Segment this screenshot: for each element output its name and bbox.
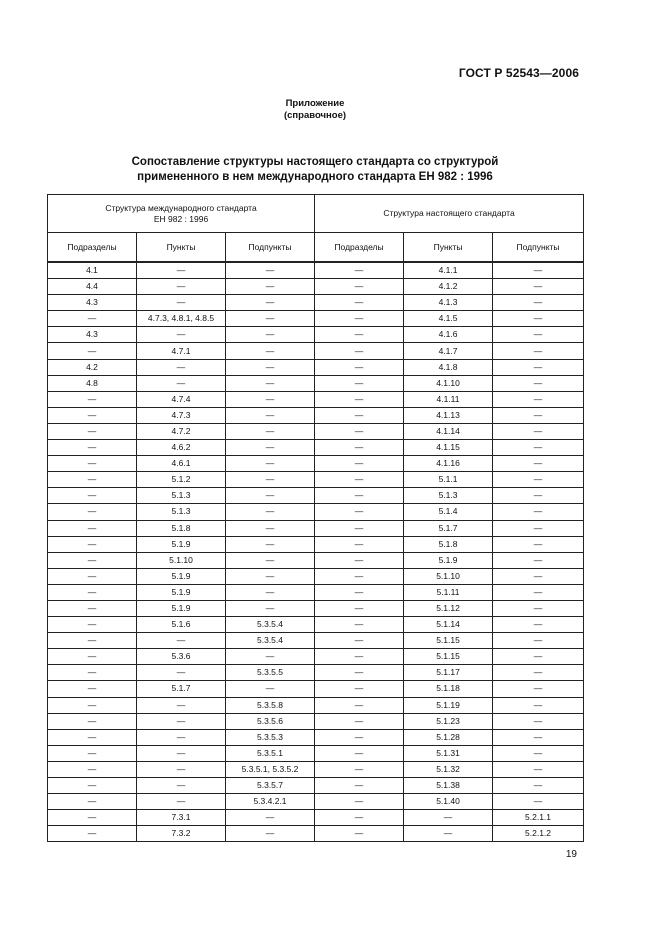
table-cell: — xyxy=(315,713,404,729)
table-cell: — xyxy=(226,600,315,616)
table-cell: 4.3 xyxy=(48,327,137,343)
table-cell: — xyxy=(493,327,584,343)
table-cell: — xyxy=(48,633,137,649)
table-cell: — xyxy=(48,440,137,456)
table-cell: 5.1.15 xyxy=(404,633,493,649)
table-cell: — xyxy=(137,697,226,713)
table-cell: — xyxy=(137,794,226,810)
table-cell: 4.1.11 xyxy=(404,391,493,407)
table-cell: 5.1.8 xyxy=(137,520,226,536)
table-cell: — xyxy=(315,697,404,713)
table-cell: 5.1.28 xyxy=(404,729,493,745)
table-cell: — xyxy=(315,681,404,697)
table-cell: 4.7.3 xyxy=(137,407,226,423)
table-cell: — xyxy=(226,584,315,600)
table-cell: 5.1.38 xyxy=(404,778,493,794)
table-cell: — xyxy=(404,810,493,826)
table-cell: — xyxy=(226,262,315,279)
table-cell: — xyxy=(315,504,404,520)
table-cell: 4.1.7 xyxy=(404,343,493,359)
table-cell: — xyxy=(226,311,315,327)
table-cell: 4.1.5 xyxy=(404,311,493,327)
table-cell: — xyxy=(226,343,315,359)
table-cell: — xyxy=(48,568,137,584)
table-cell: — xyxy=(315,472,404,488)
table-cell: — xyxy=(48,504,137,520)
table-cell: — xyxy=(226,391,315,407)
table-cell: — xyxy=(315,440,404,456)
table-cell: 4.1.8 xyxy=(404,359,493,375)
table-cell: — xyxy=(315,391,404,407)
table-cell: — xyxy=(226,456,315,472)
table-cell: — xyxy=(48,649,137,665)
table-cell: 7.3.1 xyxy=(137,810,226,826)
table-cell: 4.6.2 xyxy=(137,440,226,456)
table-cell: — xyxy=(137,375,226,391)
table-cell: — xyxy=(137,761,226,777)
table-cell: — xyxy=(48,810,137,826)
table-cell: — xyxy=(315,778,404,794)
table-cell: — xyxy=(493,488,584,504)
table-cell: 5.1.9 xyxy=(137,600,226,616)
table-cell: — xyxy=(48,745,137,761)
column-header: Подпункты xyxy=(493,233,584,263)
table-cell: — xyxy=(315,295,404,311)
column-header: Подразделы xyxy=(315,233,404,263)
table-cell: — xyxy=(493,761,584,777)
table-cell: 5.3.5.8 xyxy=(226,697,315,713)
table-cell: — xyxy=(137,778,226,794)
table-cell: — xyxy=(315,584,404,600)
table-cell: — xyxy=(493,359,584,375)
table-cell: 4.1.16 xyxy=(404,456,493,472)
table-cell: 5.1.7 xyxy=(137,681,226,697)
table-cell: — xyxy=(226,423,315,439)
table-cell: — xyxy=(493,665,584,681)
table-cell: — xyxy=(48,520,137,536)
table-cell: — xyxy=(493,584,584,600)
table-cell: — xyxy=(315,311,404,327)
table-cell: 5.1.23 xyxy=(404,713,493,729)
table-cell: — xyxy=(48,761,137,777)
table-row xyxy=(48,343,584,359)
table-row xyxy=(48,423,584,439)
table-row xyxy=(48,649,584,665)
table-cell: — xyxy=(226,440,315,456)
table-cell: — xyxy=(137,359,226,375)
table-cell: 4.1.10 xyxy=(404,375,493,391)
table-row xyxy=(48,262,584,279)
table-row xyxy=(48,440,584,456)
column-header: Пункты xyxy=(404,233,493,263)
table-cell: 5.1.3 xyxy=(137,504,226,520)
group-header-international-line-1: Структура международного стандарта xyxy=(105,202,257,213)
table-cell: — xyxy=(493,633,584,649)
table-cell: — xyxy=(315,761,404,777)
table-cell: 4.4 xyxy=(48,279,137,295)
table-cell: 5.1.9 xyxy=(137,536,226,552)
table-cell: — xyxy=(493,729,584,745)
table-row xyxy=(48,504,584,520)
table-cell: — xyxy=(493,681,584,697)
table-cell: — xyxy=(315,810,404,826)
table-cell: — xyxy=(137,295,226,311)
table-cell: — xyxy=(493,375,584,391)
comparison-table xyxy=(47,194,584,842)
table-cell: 5.1.19 xyxy=(404,697,493,713)
table-cell: — xyxy=(137,633,226,649)
table-cell: 5.1.8 xyxy=(404,536,493,552)
table-row xyxy=(48,761,584,777)
table-cell: — xyxy=(226,359,315,375)
table-row xyxy=(48,488,584,504)
table-cell: — xyxy=(315,343,404,359)
annex-title: Приложение xyxy=(285,98,345,109)
table-cell: — xyxy=(137,745,226,761)
table-row xyxy=(48,552,584,568)
table-cell: 5.1.31 xyxy=(404,745,493,761)
table-cell: 4.1.1 xyxy=(404,262,493,279)
table-cell: — xyxy=(315,488,404,504)
table-cell: — xyxy=(48,472,137,488)
table-cell: — xyxy=(48,456,137,472)
table-cell: — xyxy=(226,520,315,536)
table-cell: — xyxy=(48,391,137,407)
table-cell: 5.1.12 xyxy=(404,600,493,616)
table-cell: 5.3.5.5 xyxy=(226,665,315,681)
table-cell: 4.7.2 xyxy=(137,423,226,439)
column-header: Подпункты xyxy=(226,233,315,263)
table-cell: — xyxy=(493,311,584,327)
table-cell: — xyxy=(315,375,404,391)
table-row xyxy=(48,729,584,745)
table-cell: — xyxy=(48,617,137,633)
table-cell: — xyxy=(137,665,226,681)
table-cell: 4.1.2 xyxy=(404,279,493,295)
table-cell: — xyxy=(226,407,315,423)
table-cell: — xyxy=(315,729,404,745)
table-cell: 5.1.7 xyxy=(404,520,493,536)
table-cell: 5.3.5.1, 5.3.5.2 xyxy=(226,761,315,777)
table-cell: — xyxy=(48,665,137,681)
table-cell: — xyxy=(48,729,137,745)
table-cell: 5.3.5.7 xyxy=(226,778,315,794)
table-cell: 5.1.4 xyxy=(404,504,493,520)
table-cell: 4.1 xyxy=(48,262,137,279)
page-number: 19 xyxy=(565,849,577,860)
table-cell: — xyxy=(315,568,404,584)
table-row xyxy=(48,713,584,729)
table-cell: — xyxy=(315,633,404,649)
table-cell: — xyxy=(315,359,404,375)
table-cell: — xyxy=(137,713,226,729)
table-cell: 4.7.1 xyxy=(137,343,226,359)
table-cell: — xyxy=(226,810,315,826)
table-cell: 4.1.15 xyxy=(404,440,493,456)
table-cell: — xyxy=(493,794,584,810)
table-cell: — xyxy=(48,488,137,504)
annex-block xyxy=(0,98,630,122)
table-cell: — xyxy=(315,745,404,761)
table-cell: 4.2 xyxy=(48,359,137,375)
table-cell: — xyxy=(48,584,137,600)
table-cell: — xyxy=(48,778,137,794)
table-cell: — xyxy=(493,295,584,311)
annex-subtitle: (справочное) xyxy=(283,110,347,121)
table-cell: 5.1.3 xyxy=(404,488,493,504)
table-cell: — xyxy=(493,343,584,359)
table-cell: — xyxy=(48,600,137,616)
table-cell: — xyxy=(315,262,404,279)
table-cell: — xyxy=(493,745,584,761)
table-cell: — xyxy=(493,536,584,552)
table-cell: 5.1.9 xyxy=(404,552,493,568)
table-cell: — xyxy=(48,794,137,810)
table-cell: 5.1.17 xyxy=(404,665,493,681)
table-cell: 4.1.13 xyxy=(404,407,493,423)
table-cell: — xyxy=(493,472,584,488)
table-cell: — xyxy=(226,681,315,697)
table-cell: 5.1.11 xyxy=(404,584,493,600)
table-cell: — xyxy=(493,407,584,423)
table-cell: 4.1.14 xyxy=(404,423,493,439)
table-row xyxy=(48,520,584,536)
column-header: Подразделы xyxy=(48,233,137,263)
table-cell: 5.3.6 xyxy=(137,649,226,665)
table-cell: 5.1.32 xyxy=(404,761,493,777)
table-cell: 4.3 xyxy=(48,295,137,311)
table-cell: — xyxy=(48,343,137,359)
table-row xyxy=(48,472,584,488)
heading-line-1: Сопоставление структуры настоящего стандарта со структурой xyxy=(131,156,499,168)
table-cell: — xyxy=(226,552,315,568)
table-cell: — xyxy=(137,327,226,343)
table-row xyxy=(48,745,584,761)
table-row xyxy=(48,456,584,472)
table-cell: — xyxy=(493,568,584,584)
table-cell: — xyxy=(315,279,404,295)
table-cell: — xyxy=(48,536,137,552)
table-cell: — xyxy=(493,697,584,713)
table-cell: 4.1.3 xyxy=(404,295,493,311)
table-cell: 5.2.1.2 xyxy=(493,826,584,842)
table-cell: 5.1.14 xyxy=(404,617,493,633)
table-row xyxy=(48,681,584,697)
table-cell: — xyxy=(226,536,315,552)
table-body xyxy=(48,262,584,842)
table-cell: 4.6.1 xyxy=(137,456,226,472)
table-cell: — xyxy=(315,649,404,665)
table-row xyxy=(48,568,584,584)
table-cell: — xyxy=(493,778,584,794)
table-cell: — xyxy=(315,536,404,552)
table-cell: — xyxy=(137,279,226,295)
table-cell: 5.3.5.6 xyxy=(226,713,315,729)
table-cell: 5.1.10 xyxy=(404,568,493,584)
table-cell: — xyxy=(493,456,584,472)
table-row xyxy=(48,407,584,423)
table-cell: — xyxy=(48,826,137,842)
table-cell: — xyxy=(226,504,315,520)
table-cell: 5.1.18 xyxy=(404,681,493,697)
table-cell: — xyxy=(315,407,404,423)
table-row xyxy=(48,359,584,375)
table-cell: — xyxy=(226,375,315,391)
table-cell: — xyxy=(493,262,584,279)
table-cell: 7.3.2 xyxy=(137,826,226,842)
heading-line-2: примененного в нем международного стандарта ЕН 982 : 1996 xyxy=(137,171,493,183)
table-cell: — xyxy=(315,520,404,536)
table-cell: — xyxy=(315,327,404,343)
table-cell: — xyxy=(48,552,137,568)
table-row xyxy=(48,794,584,810)
table-row xyxy=(48,311,584,327)
table-cell: — xyxy=(493,423,584,439)
table-cell: 5.2.1.1 xyxy=(493,810,584,826)
table-cell: 5.1.9 xyxy=(137,584,226,600)
table-cell: 5.1.15 xyxy=(404,649,493,665)
table-cell: — xyxy=(315,456,404,472)
table-cell: — xyxy=(226,649,315,665)
table-row xyxy=(48,633,584,649)
table-row xyxy=(48,391,584,407)
table-cell: 5.3.5.4 xyxy=(226,617,315,633)
table-cell: — xyxy=(315,794,404,810)
table-cell: 5.1.6 xyxy=(137,617,226,633)
table-cell: — xyxy=(493,391,584,407)
table-cell: — xyxy=(48,713,137,729)
table-cell: 5.1.3 xyxy=(137,488,226,504)
table-cell: 5.3.5.3 xyxy=(226,729,315,745)
table-cell: — xyxy=(48,697,137,713)
table-row xyxy=(48,665,584,681)
table-cell: — xyxy=(493,552,584,568)
table-cell: — xyxy=(493,713,584,729)
table-cell: — xyxy=(226,295,315,311)
table-cell: 5.3.5.1 xyxy=(226,745,315,761)
table-cell: — xyxy=(226,327,315,343)
table-cell: — xyxy=(493,440,584,456)
table-heading xyxy=(0,155,630,185)
table-cell: — xyxy=(493,279,584,295)
document-code: ГОСТ Р 52543—2006 xyxy=(458,66,579,80)
table-cell: — xyxy=(48,311,137,327)
table-cell: 5.3.4.2.1 xyxy=(226,794,315,810)
table-cell: 5.1.10 xyxy=(137,552,226,568)
table-row xyxy=(48,617,584,633)
table-cell: — xyxy=(315,600,404,616)
table-cell: 5.1.40 xyxy=(404,794,493,810)
table-cell: 5.1.1 xyxy=(404,472,493,488)
table-cell: 4.8 xyxy=(48,375,137,391)
table-cell: — xyxy=(226,488,315,504)
table-cell: — xyxy=(315,617,404,633)
table-row xyxy=(48,327,584,343)
table-cell: — xyxy=(226,568,315,584)
table-row xyxy=(48,375,584,391)
table-row xyxy=(48,584,584,600)
table-cell: — xyxy=(493,617,584,633)
table-row xyxy=(48,295,584,311)
table-cell: — xyxy=(493,504,584,520)
table-cell: — xyxy=(404,826,493,842)
table-cell: — xyxy=(226,826,315,842)
table-cell: — xyxy=(226,279,315,295)
table-cell: — xyxy=(137,729,226,745)
table-cell: 4.1.6 xyxy=(404,327,493,343)
table-cell: 4.7.4 xyxy=(137,391,226,407)
group-header-international-line-2: ЕН 982 : 1996 xyxy=(153,213,209,224)
table-cell: — xyxy=(493,649,584,665)
table-cell: — xyxy=(48,423,137,439)
table-cell: 5.3.5.4 xyxy=(226,633,315,649)
group-header-international xyxy=(48,195,315,233)
table-row xyxy=(48,810,584,826)
table-cell: — xyxy=(137,262,226,279)
table-row xyxy=(48,536,584,552)
table-row xyxy=(48,826,584,842)
table-cell: — xyxy=(315,665,404,681)
table-row xyxy=(48,600,584,616)
table-cell: — xyxy=(226,472,315,488)
table-cell: — xyxy=(315,826,404,842)
table-cell: — xyxy=(493,600,584,616)
table-row xyxy=(48,778,584,794)
group-header-national: Структура настоящего стандарта xyxy=(315,195,584,233)
table-row xyxy=(48,697,584,713)
table-cell: — xyxy=(493,520,584,536)
table-cell: — xyxy=(48,407,137,423)
table-cell: — xyxy=(315,552,404,568)
table-cell: 5.1.9 xyxy=(137,568,226,584)
table-cell: 5.1.2 xyxy=(137,472,226,488)
column-header: Пункты xyxy=(137,233,226,263)
table-row xyxy=(48,279,584,295)
table-cell: — xyxy=(315,423,404,439)
table-cell: — xyxy=(48,681,137,697)
table-cell: 4.7.3, 4.8.1, 4.8.5 xyxy=(137,311,226,327)
